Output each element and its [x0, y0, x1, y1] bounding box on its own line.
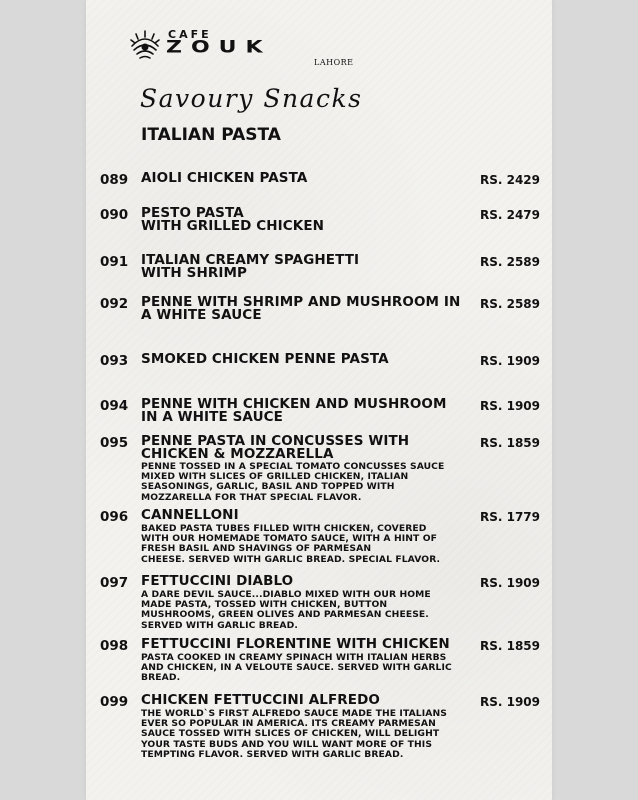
item-number: 091	[100, 254, 129, 270]
item-name: CHICKEN FETTUCCINI ALFREDO	[141, 692, 380, 708]
item-number: 089	[100, 172, 129, 188]
item-name: SMOKED CHICKEN PENNE PASTA	[141, 351, 389, 367]
item-name: FETTUCCINI DIABLO	[141, 573, 294, 589]
item-number: 094	[100, 398, 129, 414]
logo-city-text: LAHORE	[314, 58, 354, 67]
item-number: 099	[100, 694, 129, 710]
sun-face-icon	[128, 28, 162, 66]
item-price: RS. 1909	[479, 695, 540, 709]
item-name: AIOLI CHICKEN PASTA	[141, 170, 308, 186]
item-price: RS. 1909	[479, 576, 540, 590]
item-price: RS. 2429	[479, 173, 540, 187]
item-name: CANNELLONI	[141, 507, 239, 523]
item-number: 097	[100, 575, 129, 591]
item-name: PENNE PASTA IN CONCUSSES WITH CHICKEN & MOZZARELLA	[141, 433, 410, 462]
item-description: BAKED PASTA TUBES FILLED WITH CHICKEN, COVERED WITH OUR HOMEMADE TOMATO SAUCE, WITH A HINT OF FRESH BASIL AND SHAVINGS OF PARMESAN CHEESE. SERVED WITH GARLIC BREAD. SPECIAL FLAVOR.	[141, 523, 441, 565]
item-number: 098	[100, 638, 129, 654]
item-description: PASTA COOKED IN CREAMY SPINACH WITH ITALIAN HERBS AND CHICKEN, IN A VELOUTE SAUCE. SERVED WITH GARLIC BREAD.	[141, 652, 452, 684]
item-price: RS. 1859	[479, 639, 540, 653]
item-description: THE WORLD`S FIRST ALFREDO SAUCE MADE THE ITALIANS EVER SO POPULAR IN AMERICA. ITS CREAMY PARMESAN SAUCE TOSSED WITH SLICES OF CHICKEN, WILL DELIGHT YOUR TASTE BUDS AND YOU WILL WANT MORE OF THIS TEMPTING FLAVOR. SERVED WITH GARLIC BREAD.	[141, 708, 447, 760]
item-name: PESTO PASTA WITH GRILLED CHICKEN	[141, 205, 325, 234]
item-price: RS. 2589	[479, 297, 540, 311]
item-price: RS. 1779	[479, 510, 540, 524]
logo-zouk-text: ZOUK	[166, 38, 272, 57]
item-price: RS. 1909	[479, 399, 540, 413]
logo-cafe-text: CAFE	[168, 28, 212, 41]
item-description: PENNE TOSSED IN A SPECIAL TOMATO CONCUSSES SAUCE MIXED WITH SLICES OF GRILLED CHICKEN, ITALIAN SEASONINGS, GARLIC, BASIL AND TOPPED WITH MOZZARELLA FOR THAT SPECIAL FLAVOR.	[141, 461, 445, 503]
item-price: RS. 1909	[479, 354, 540, 368]
section-title: ITALIAN PASTA	[141, 125, 281, 145]
item-number: 092	[100, 296, 129, 312]
item-name: FETTUCCINI FLORENTINE WITH CHICKEN	[141, 636, 450, 652]
item-name: ITALIAN CREAMY SPAGHETTI WITH SHRIMP	[141, 252, 360, 281]
brand-logo	[128, 28, 368, 76]
item-price: RS. 2589	[479, 255, 540, 269]
item-number: 090	[100, 207, 129, 223]
item-price: RS. 2479	[479, 208, 540, 222]
item-price: RS. 1859	[479, 436, 540, 450]
item-number: 095	[100, 435, 129, 451]
item-number: 093	[100, 353, 129, 369]
item-description: A DARE DEVIL SAUCE...DIABLO MIXED WITH OUR HOME MADE PASTA, TOSSED WITH CHICKEN, BUTTON MUSHROOMS, GREEN OLIVES AND PARMESAN CHEESE. SERVED WITH GARLIC BREAD.	[141, 589, 431, 631]
item-name: PENNE WITH SHRIMP AND MUSHROOM IN A WHITE SAUCE	[141, 294, 461, 323]
item-number: 096	[100, 509, 129, 525]
section-script-title: Savoury Snacks	[140, 84, 363, 113]
item-name: PENNE WITH CHICKEN AND MUSHROOM IN A WHITE SAUCE	[141, 396, 447, 425]
